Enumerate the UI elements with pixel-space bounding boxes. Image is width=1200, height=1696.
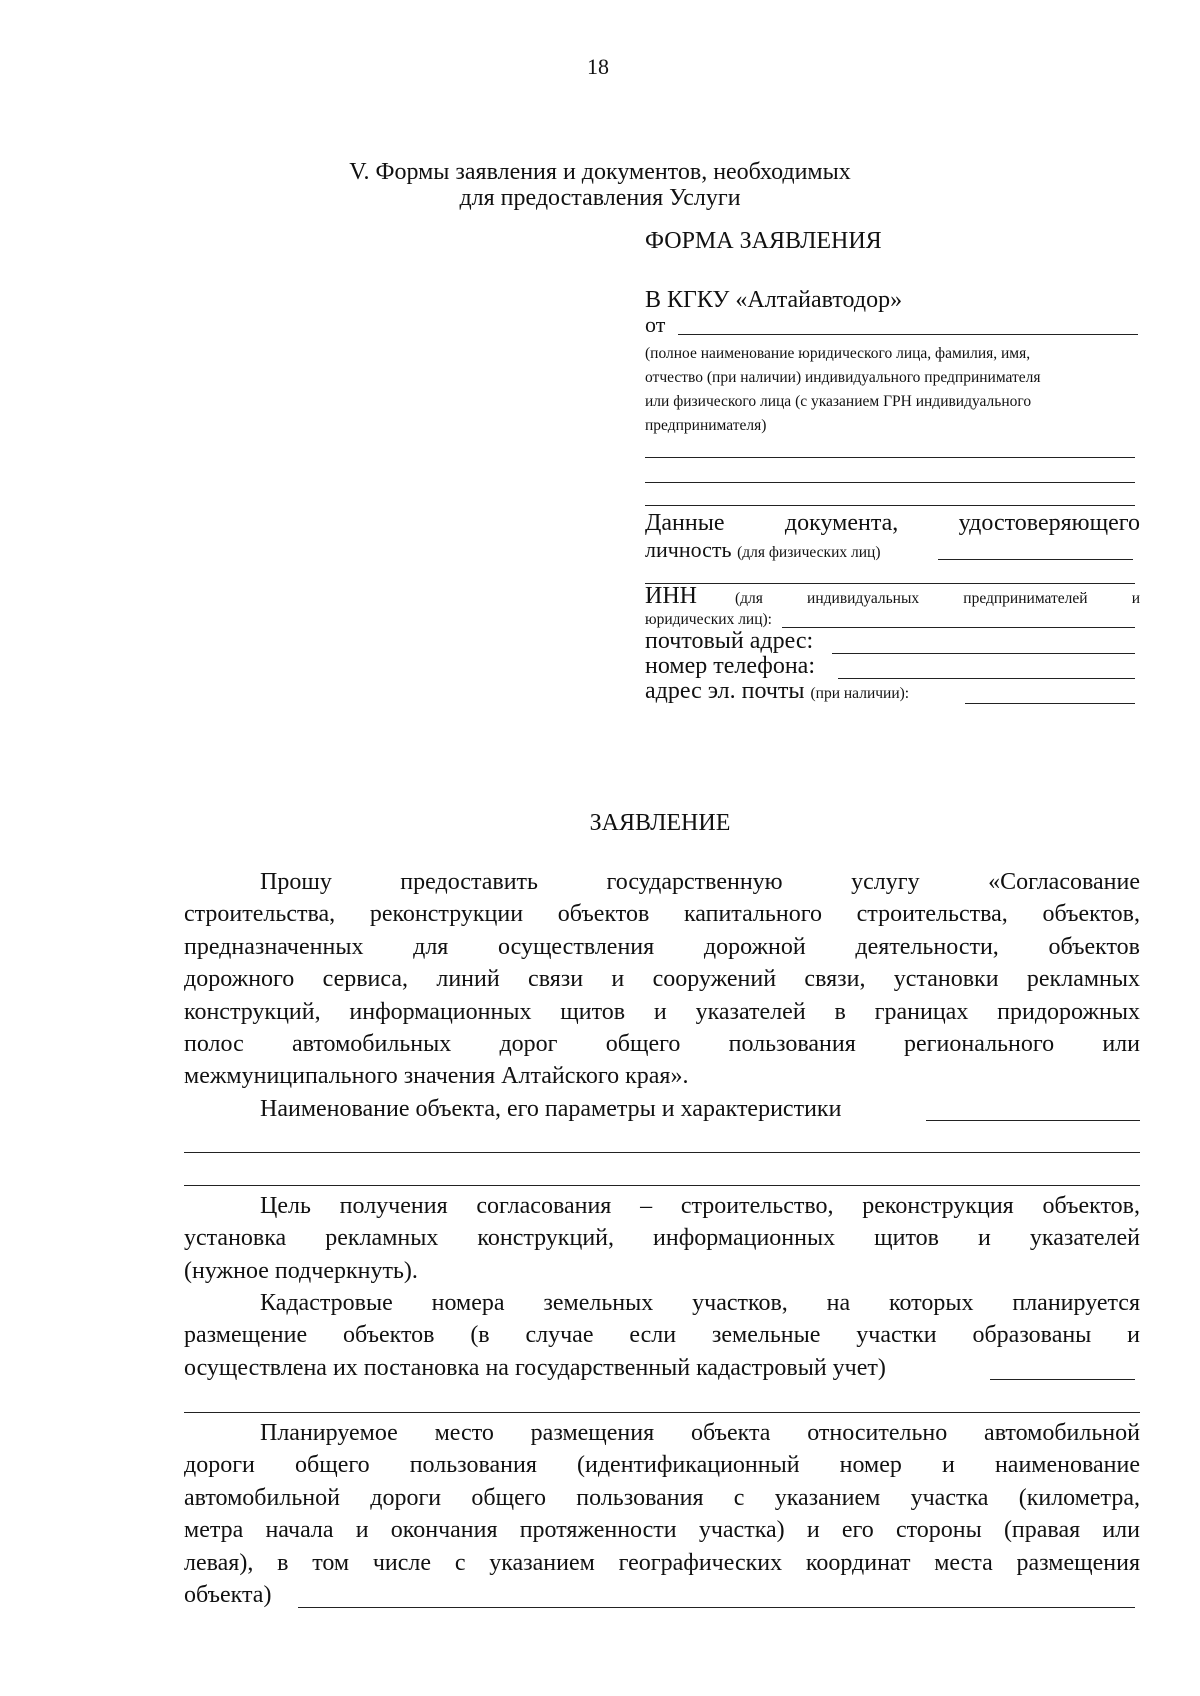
inn-label: ИНН <box>645 583 697 609</box>
cadastral-line-2: размещение объектов (в случае если земельные участки образованы и <box>184 1322 1140 1348</box>
id-document-note: (для физических лиц) <box>737 544 881 561</box>
location-line-3: автомобильной дороги общего пользования с указанием участка (километра, <box>184 1485 1140 1511</box>
object-underline <box>926 1120 1140 1121</box>
postal-address-underline <box>832 653 1135 654</box>
from-note-line-1: (полное наименование юридического лица, фамилия, имя, <box>645 345 1031 362</box>
location-line-2: дороги общего пользования (идентификационный номер и наименование <box>184 1452 1140 1478</box>
from-blank-line-2 <box>645 482 1135 483</box>
location-line-6: объекта) <box>184 1582 272 1608</box>
cadastral-blank-line <box>184 1412 1140 1413</box>
id-document-label-2 <box>645 537 880 563</box>
from-underline <box>678 334 1138 335</box>
location-line-4: метра начала и окончания протяженности участка) и его стороны (правая или <box>184 1517 1140 1543</box>
addressee: В КГКУ «Алтайавтодор» <box>645 287 903 313</box>
from-note-line-3: или физического лица (с указанием ГРН индивидуального <box>645 393 1032 410</box>
cadastral-line-3: осуществлена их постановка на государственный кадастровый учет) <box>184 1355 886 1381</box>
email-label: адрес эл. почты <box>645 678 805 704</box>
purpose-line-3: (нужное подчеркнуть). <box>184 1258 418 1284</box>
para1-line-4: дорожного сервиса, линий связи и сооружений связи, установки рекламных <box>184 966 1140 992</box>
location-underline <box>298 1607 1135 1608</box>
cadastral-line-1: Кадастровые номера земельных участков, на которых планируется <box>260 1290 1140 1316</box>
section-heading-line-1: V. Формы заявления и документов, необходимых <box>349 159 851 185</box>
cadastral-underline <box>990 1379 1135 1380</box>
location-line-1: Планируемое место размещения объекта относительно автомобильной <box>260 1420 1140 1446</box>
email-row <box>645 678 909 705</box>
phone-label: номер телефона: <box>645 653 816 679</box>
location-line-5: левая), в том числе с указанием географических координат места размещения <box>184 1550 1140 1576</box>
inn-note-line-2: юридических лиц): <box>645 611 772 628</box>
para1-line-5: конструкций, информационных щитов и указателей в границах придорожных <box>184 999 1140 1025</box>
email-note: (при наличии): <box>810 685 910 702</box>
email-underline <box>965 703 1135 704</box>
from-blank-line-3 <box>645 505 1135 506</box>
inn-underline <box>782 627 1135 628</box>
object-label: Наименование объекта, его параметры и характеристики <box>260 1096 842 1122</box>
object-blank-line-2 <box>184 1185 1140 1186</box>
from-blank-line-1 <box>645 457 1135 458</box>
para1-line-1: Прошу предоставить государственную услугу «Согласование <box>260 869 1140 895</box>
para1-line-2: строительства, реконструкции объектов капитального строительства, объектов, <box>184 901 1140 927</box>
statement-title: ЗАЯВЛЕНИЕ <box>589 810 731 836</box>
para1-line-7: межмуниципального значения Алтайского края». <box>184 1063 689 1089</box>
purpose-line-2: установка рекламных конструкций, информационных щитов и указателей <box>184 1225 1140 1251</box>
section-heading-line-2: для предоставления Услуги <box>459 185 741 211</box>
id-document-word: личность <box>645 537 732 562</box>
purpose-line-1: Цель получения согласования – строительство, реконструкция объектов, <box>260 1193 1140 1219</box>
object-blank-line-1 <box>184 1152 1140 1153</box>
inn-row <box>645 583 1140 610</box>
form-title: ФОРМА ЗАЯВЛЕНИЯ <box>645 228 882 254</box>
page-number: 18 <box>587 54 609 79</box>
inn-note-line-1: (для индивидуальных предпринимателей и <box>735 590 1140 607</box>
from-note-line-4: предпринимателя) <box>645 417 767 434</box>
id-document-label: Данные документа, удостоверяющего <box>645 510 1140 536</box>
para1-line-3: предназначенных для осуществления дорожной деятельности, объектов <box>184 934 1140 960</box>
para1-line-6: полос автомобильных дорог общего пользования регионального или <box>184 1031 1140 1057</box>
id-document-underline <box>938 559 1133 560</box>
from-label: от <box>645 312 666 337</box>
postal-address-label: почтовый адрес: <box>645 628 814 654</box>
from-note-line-2: отчество (при наличии) индивидуального предпринимателя <box>645 369 1041 386</box>
